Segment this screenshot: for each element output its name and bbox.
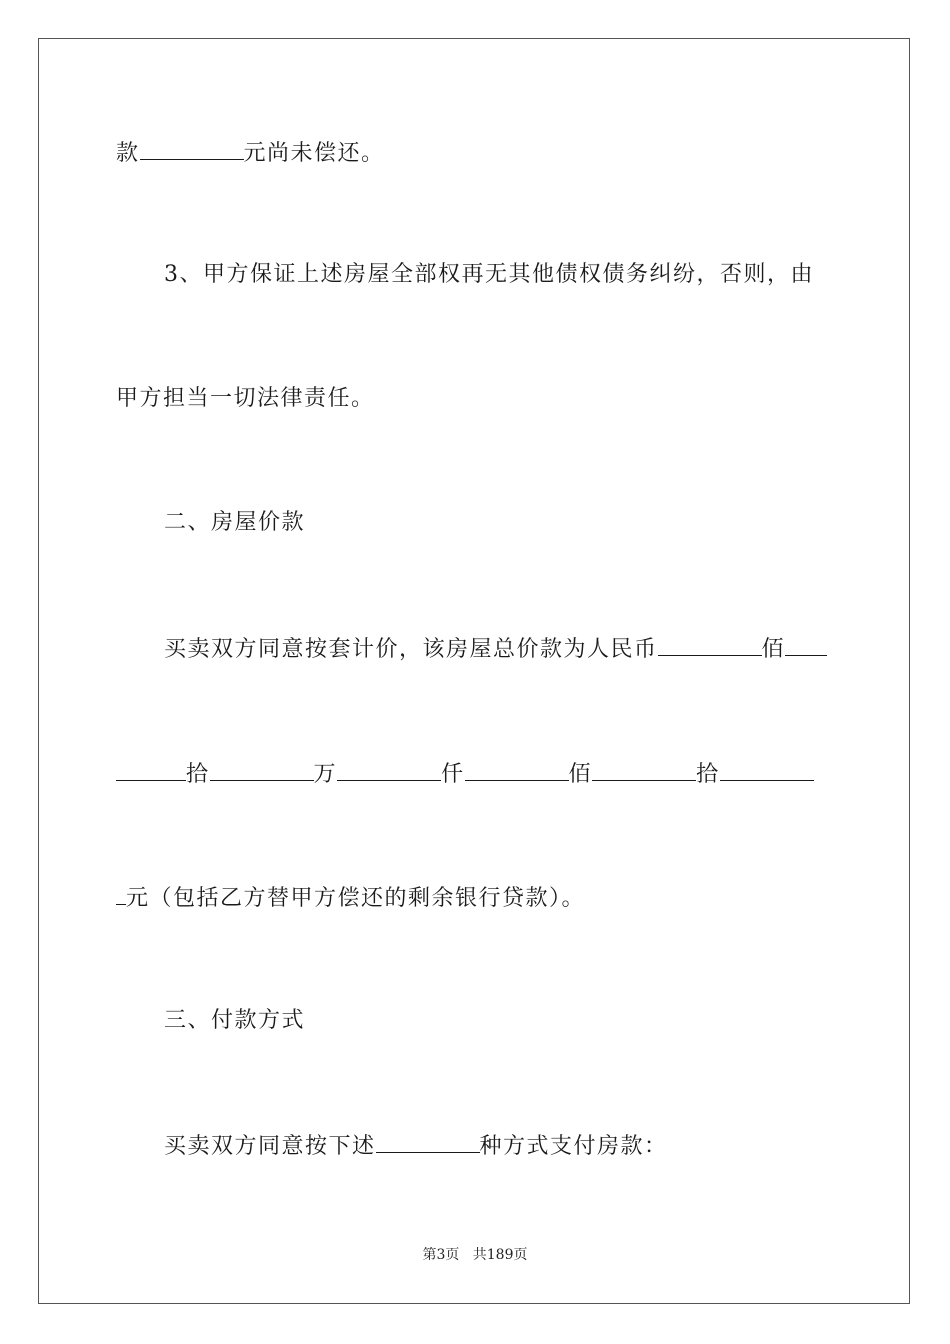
text-line-7: [116, 882, 585, 914]
text-segment: 种方式支付房款：: [479, 1134, 668, 1159]
fill-in-blank[interactable]: [720, 758, 814, 781]
page-footer: [0, 1246, 950, 1264]
fill-in-blank[interactable]: [785, 633, 827, 656]
text-line-5: [164, 633, 827, 665]
text-segment: 款: [116, 141, 140, 166]
page-border: [38, 38, 910, 1304]
text-line-2: [164, 260, 814, 290]
page-total: 共189页: [472, 1247, 528, 1263]
text-segment: 买卖双方同意按套计价，该房屋总价款为人民币: [164, 637, 658, 662]
text-segment: 拾: [696, 762, 720, 787]
text-segment: 甲方担当一切法律责任。: [116, 386, 375, 411]
text-segment: 拾: [186, 762, 210, 787]
text-segment: 三、付款方式: [164, 1008, 306, 1033]
text-segment: 二、房屋价款: [164, 510, 306, 535]
section-heading-payment: [164, 1006, 305, 1036]
fill-in-blank[interactable]: [658, 633, 762, 656]
section-heading-price: [164, 508, 305, 538]
fill-in-blank[interactable]: [337, 758, 441, 781]
fill-in-blank[interactable]: [140, 137, 244, 160]
text-segment: 3、甲方保证上述房屋全部权再无其他债权债务纠纷，否则，由: [164, 262, 814, 287]
fill-in-blank[interactable]: [592, 758, 696, 781]
text-segment: 买卖双方同意按下述: [164, 1134, 376, 1159]
fill-in-blank[interactable]: [376, 1130, 480, 1153]
fill-in-blank[interactable]: [210, 758, 314, 781]
fill-in-blank[interactable]: [465, 758, 569, 781]
fill-in-blank[interactable]: [116, 758, 186, 781]
fill-in-blank[interactable]: [116, 882, 126, 905]
text-segment: 仟: [441, 762, 465, 787]
text-segment: 佰: [568, 762, 593, 787]
text-line-1: [116, 137, 385, 169]
text-segment: 万: [313, 762, 338, 787]
page-number: 第3页: [422, 1247, 460, 1263]
text-segment: 元（包括乙方替甲方偿还的剩余银行贷款）。: [126, 886, 586, 911]
text-segment: 元尚未偿还。: [243, 141, 385, 166]
text-line-9: [164, 1130, 668, 1162]
text-line-6: [116, 758, 814, 790]
text-line-3: [116, 384, 375, 414]
text-segment: 佰: [761, 637, 786, 662]
